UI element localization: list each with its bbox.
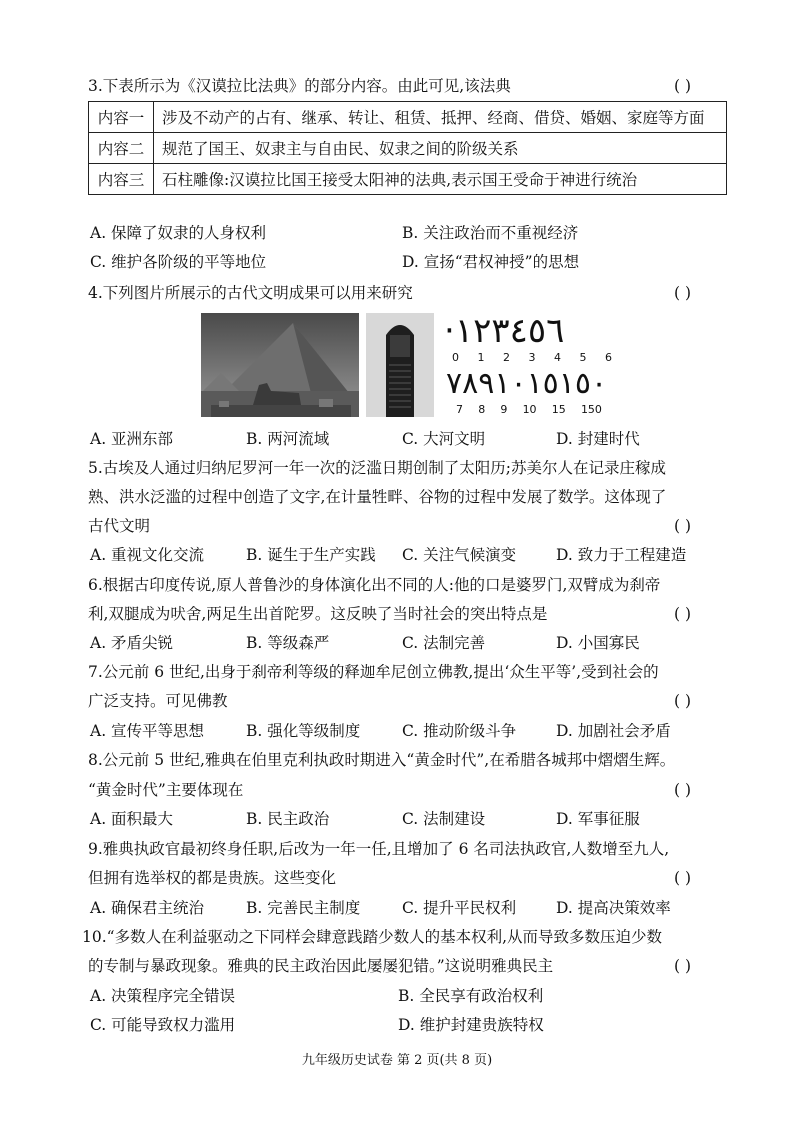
numerals-row-2: ٧٨٩١٠١٥١٥٠: [446, 366, 608, 401]
q8-answer-bracket[interactable]: ( ): [674, 781, 692, 799]
q7-stem-line-1: 7.公元前 6 世纪,出身于刹帝利等级的释迦牟尼创立佛教,提出‘众生平等’,受到社会的: [88, 663, 659, 681]
q6-option-d[interactable]: D. 小国寡民: [556, 634, 640, 652]
label: 6: [605, 351, 612, 364]
q5-stem-line-3: 古代文明: [88, 517, 151, 535]
q8-stem-line-1: 8.公元前 5 世纪,雅典在伯里克利执政时期进入“黄金时代”,在希腊各城邦中熠熠生辉。: [88, 751, 676, 769]
label: 1: [477, 351, 485, 364]
q5-stem-line-2: 熟、洪水泛滥的过程中创造了文字,在计量牲畔、谷物的过程中发展了数学。这体现了: [88, 488, 667, 506]
page-footer: 九年级历史试卷 第 2 页(共 8 页): [301, 1053, 493, 1068]
table-row: [89, 133, 727, 164]
q9-option-a[interactable]: A. 确保君主统治: [90, 899, 205, 917]
q3-stem: 3.下表所示为《汉谟拉比法典》的部分内容。由此可见,该法典: [88, 77, 511, 95]
table-key: 内容二: [89, 133, 154, 164]
table-value: 石柱雕像:汉谟拉比国王接受太阳神的法典,表示国王受命于神进行统治: [154, 164, 727, 195]
label: 10: [522, 403, 537, 416]
label: 8: [478, 403, 486, 416]
q10-option-c[interactable]: C. 可能导致权力滥用: [90, 1016, 236, 1034]
label: 3: [528, 351, 536, 364]
q4-answer-bracket[interactable]: ( ): [674, 284, 692, 302]
q9-stem-line-2: 但拥有选举权的都是贵族。这些变化: [88, 869, 337, 887]
q4-option-c[interactable]: C. 大河文明: [402, 430, 486, 448]
q5-option-c[interactable]: C. 关注气候演变: [402, 546, 517, 564]
label: 150: [580, 403, 602, 416]
q10-answer-bracket[interactable]: ( ): [674, 957, 692, 975]
label: 4: [554, 351, 561, 364]
q4-option-b[interactable]: B. 两河流域: [246, 430, 330, 448]
q8-stem-line-2: “黄金时代”主要体现在: [88, 781, 244, 799]
q9-answer-bracket[interactable]: ( ): [674, 869, 692, 887]
label: 0: [452, 351, 459, 364]
q10-stem-line-1: 10.“多数人在利益驱动之下同样会肆意践踏少数人的基本权利,从而导致多数压迫少数: [82, 928, 663, 946]
q10-option-d[interactable]: D. 维护封建贵族特权: [398, 1016, 544, 1034]
table-key: 内容三: [89, 164, 154, 195]
q10-option-b[interactable]: B. 全民享有政治权利: [398, 987, 544, 1005]
q9-stem-line-1: 9.雅典执政官最初终身任职,后改为一年一任,且增加了 6 名司法执政官,人数增至九人,: [88, 840, 670, 858]
label: 7: [456, 403, 463, 416]
q9-option-c[interactable]: C. 提升平民权利: [402, 899, 517, 917]
hammurabi-stele-photo: [366, 313, 434, 417]
label: 9: [500, 403, 508, 416]
q7-stem-line-2: 广泛支持。可见佛教: [88, 692, 228, 710]
q6-option-c[interactable]: C. 法制完善: [402, 634, 486, 652]
q7-option-b[interactable]: B. 强化等级制度: [246, 722, 361, 740]
q4-option-a[interactable]: A. 亚洲东部: [90, 430, 174, 448]
q8-option-b[interactable]: B. 民主政治: [246, 810, 330, 828]
numerals-row-1: ·١٢٣٤٥٦: [444, 311, 565, 351]
q8-option-d[interactable]: D. 军事征服: [556, 810, 640, 828]
q5-option-b[interactable]: B. 诞生于生产实践: [246, 546, 376, 564]
q9-option-b[interactable]: B. 完善民主制度: [246, 899, 361, 917]
numerals-labels-row-2: [456, 404, 602, 416]
q6-option-a[interactable]: A. 矛盾尖锐: [90, 634, 174, 652]
q3-option-d[interactable]: D. 宣扬“君权神授”的思想: [402, 253, 580, 271]
q9-option-d[interactable]: D. 提高决策效率: [556, 899, 671, 917]
q6-answer-bracket[interactable]: ( ): [674, 605, 692, 623]
numerals-labels-row-1: [452, 352, 612, 364]
q10-option-a[interactable]: A. 决策程序完全错误: [90, 987, 236, 1005]
q7-option-d[interactable]: D. 加剧社会矛盾: [556, 722, 671, 740]
q8-option-a[interactable]: A. 面积最大: [90, 810, 174, 828]
q5-answer-bracket[interactable]: ( ): [674, 517, 692, 535]
q4-stem: 4.下列图片所展示的古代文明成果可以用来研究: [88, 284, 413, 302]
q3-law-table: [88, 101, 727, 195]
table-key: 内容一: [89, 102, 154, 133]
q6-stem-line-2: 利,双腿成为吠舍,两足生出首陀罗。这反映了当时社会的突出特点是: [88, 605, 548, 623]
table-row: [89, 164, 727, 195]
q8-option-c[interactable]: C. 法制建设: [402, 810, 486, 828]
label: 5: [579, 351, 587, 364]
q6-stem-line-1: 6.根据古印度传说,原人普鲁沙的身体演化出不同的人:他的口是婆罗门,双臂成为刹帝: [88, 576, 661, 594]
table-row: [89, 102, 727, 133]
q5-stem-line-1: 5.古埃及人通过归纳尼罗河一年一次的泛滥日期创制了太阳历;苏美尔人在记录庄稼成: [88, 459, 667, 477]
q3-option-b[interactable]: B. 关注政治而不重视经济: [402, 224, 579, 242]
pyramid-sphinx-photo: [201, 313, 359, 417]
label: 15: [551, 403, 566, 416]
table-value: 涉及不动产的占有、继承、转让、租赁、抵押、经商、借贷、婚姻、家庭等方面: [154, 102, 727, 133]
label: 2: [503, 351, 510, 364]
q7-option-c[interactable]: C. 推动阶级斗争: [402, 722, 517, 740]
table-value: 规范了国王、奴隶主与自由民、奴隶之间的阶级关系: [154, 133, 727, 164]
q5-option-d[interactable]: D. 致力于工程建造: [556, 546, 687, 564]
numerals-figure: [444, 312, 614, 420]
q7-option-a[interactable]: A. 宣传平等思想: [90, 722, 205, 740]
q3-answer-bracket[interactable]: ( ): [674, 77, 692, 95]
q10-stem-line-2: 的专制与暴政现象。雅典的民主政治因此屡屡犯错。”这说明雅典民主: [88, 957, 554, 975]
q6-option-b[interactable]: B. 等级森严: [246, 634, 330, 652]
q7-answer-bracket[interactable]: ( ): [674, 692, 692, 710]
q3-option-a[interactable]: A. 保障了奴隶的人身权利: [90, 224, 267, 242]
q3-option-c[interactable]: C. 维护各阶级的平等地位: [90, 253, 267, 271]
q4-option-d[interactable]: D. 封建时代: [556, 430, 640, 448]
q5-option-a[interactable]: A. 重视文化交流: [90, 546, 205, 564]
